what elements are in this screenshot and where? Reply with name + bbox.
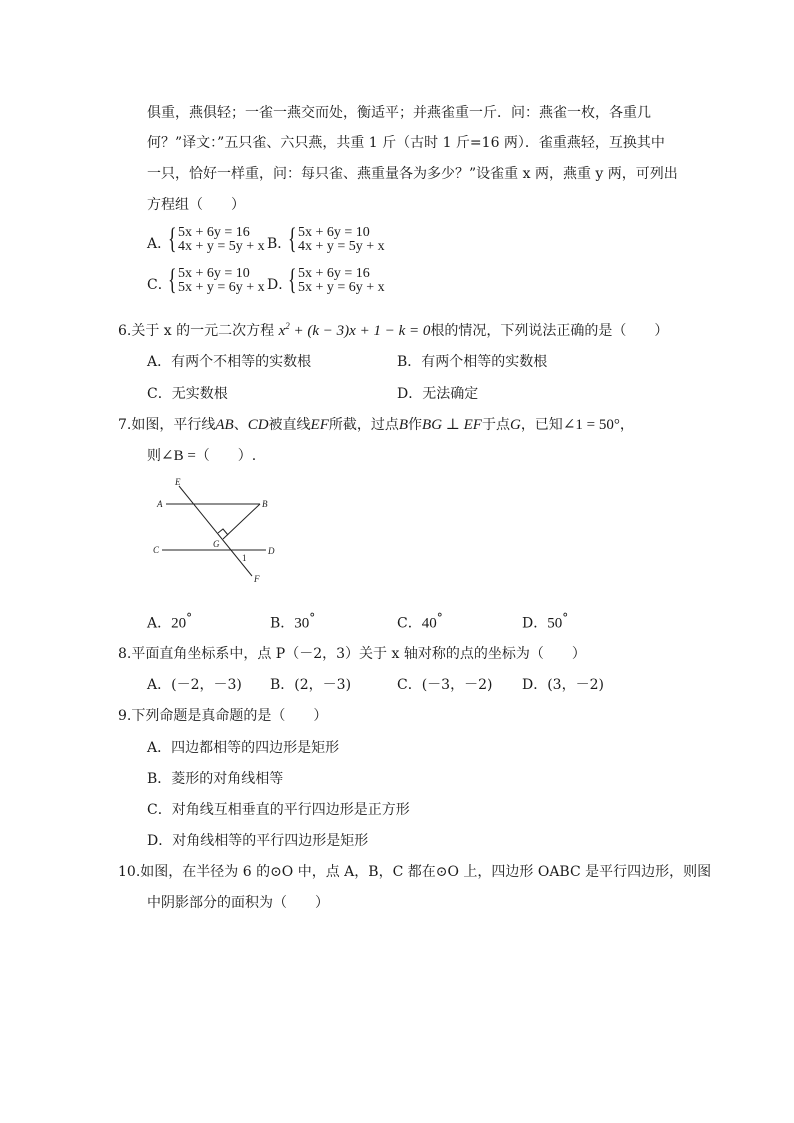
q7-option-b-label: B． [270, 615, 295, 632]
right-angle-mark [218, 529, 228, 535]
q7-math-angle-b: ∠B = [161, 448, 196, 464]
q5-option-d-label: D． [267, 277, 293, 293]
q7-text: ， [619, 417, 634, 433]
q8-text: 平面直角坐标系中，点 P（－2，3）关于 x 轴对称的点的坐标为（ ） [131, 646, 586, 662]
q7-stem-line2 [147, 446, 256, 466]
q7-number: 7. [118, 417, 132, 433]
label-e: E [175, 477, 181, 487]
q6-text-pre: 关于 x 的一元二次方程 [131, 323, 275, 339]
degree-icon: ° [186, 611, 193, 625]
brace-icon: { [168, 222, 177, 255]
label-d: D [268, 546, 275, 556]
q6-equation: $x^2 + (k - 3)x + 1 - k = 0$ [278, 321, 431, 339]
q7-option-d [522, 608, 568, 634]
q9-option-d: D．对角线相等的平行四边形是矩形 [147, 833, 369, 849]
q8-number: 8. [118, 646, 132, 662]
q10-number: 10. [118, 864, 141, 880]
q5-option-b-eq1: 5x + 6y = 10 [298, 225, 370, 240]
q7-math-ab: AB [215, 417, 234, 433]
degree-icon: ° [309, 611, 316, 625]
q10-text: 如图，在半径为 6 的⊙O 中，点 A，B，C 都在⊙O 上，四边形 OABC 是平行四边形，则图 [140, 864, 712, 880]
q6-option-d: D．无法确定 [397, 386, 479, 402]
q10-stem-line1 [118, 862, 711, 882]
q7-text: 于点 [481, 417, 510, 433]
q7-text: ，已知 [520, 417, 563, 433]
q5-option-c-eq1: 5x + 6y = 10 [178, 266, 250, 281]
q7-text: 所截，过点 [328, 417, 399, 433]
q5-option-c-label: C． [147, 277, 172, 293]
q7-option-b [270, 608, 315, 634]
q7-math-g: G [509, 417, 521, 433]
q7-math-angle1: ∠1 = 50° [562, 417, 620, 433]
degree-icon: ° [562, 611, 569, 625]
q6-option-c: C．无实数根 [147, 386, 228, 402]
q7-text: 作 [408, 417, 423, 433]
q5-option-b-label: B． [267, 236, 292, 252]
q8-stem [118, 644, 586, 664]
label-g: G [213, 539, 220, 549]
q7-option-a [147, 608, 192, 634]
q7-text: （ ）. [195, 448, 257, 464]
brace-icon: { [288, 222, 297, 255]
q9-option-b: B．菱形的对角线相等 [147, 771, 284, 787]
q9-number: 9. [118, 708, 132, 724]
q6-text-post: 根的情况，下列说法正确的是（ ） [430, 323, 669, 339]
q7-figure [148, 476, 280, 586]
q8-option-d: D．(3，－2) [522, 677, 604, 693]
q7-option-d-label: D． [522, 615, 548, 632]
q8-option-a: A．(－2，－3) [147, 677, 242, 693]
q10-stem-line2: 中阴影部分的面积为（ ） [147, 895, 329, 911]
q7-text: 被直线 [268, 417, 311, 433]
q7-text: 、 [233, 417, 248, 433]
brace-icon: { [288, 263, 297, 296]
label-c: C [153, 545, 160, 555]
q5-text-line2: 何？”译文：”五只雀、六只燕，共重 1 斤（古时 1 斤=16 两）．雀重燕轻，互换其中 [147, 135, 665, 151]
q6-stem [118, 316, 668, 341]
q5-text-line4: 方程组（ ） [147, 197, 245, 213]
q7-option-a-label: A． [147, 615, 172, 632]
q5-option-a-eq2: 4x + y = 5y + x [178, 239, 265, 254]
q5-text-line1: 俱重，燕俱轻；一雀一燕交而处，衡适平；并燕雀重一斤．问：燕雀一枚，各重几 [147, 105, 651, 121]
q5-text-line3: 一只，恰好一样重，问：每只雀、燕重量各为多少？”设雀重 x 两，燕重 y 两，可列出 [147, 166, 678, 182]
label-angle-1: 1 [242, 553, 247, 563]
q5-option-a-eq1: 5x + 6y = 16 [178, 225, 250, 240]
degree-icon: ° [436, 611, 443, 625]
label-a: A [157, 499, 163, 509]
q7-option-c-value: 40 [421, 615, 437, 632]
q7-option-d-value: 50 [547, 615, 563, 632]
q7-option-c-label: C． [397, 615, 422, 632]
q7-math-ef: EF [310, 417, 329, 433]
q5-option-c-eq2: 5x + y = 6y + x [178, 280, 265, 295]
q6-number: 6. [118, 323, 132, 339]
q8-option-b: B．(2，－3) [270, 677, 352, 693]
q6-option-b: B．有两个相等的实数根 [397, 354, 548, 370]
q5-option-d-eq1: 5x + 6y = 16 [298, 266, 370, 281]
q7-option-a-value: 20 [171, 615, 187, 632]
q7-math-b: B [398, 417, 409, 433]
q7-math-cd: CD [247, 417, 269, 433]
q7-math-perp: BG ⊥ EF [422, 417, 482, 433]
q7-option-c [397, 608, 443, 634]
q9-stem [118, 706, 327, 726]
q5-option-d-eq2: 5x + y = 6y + x [298, 280, 385, 295]
segment-bg [223, 504, 260, 539]
q9-text: 下列命题是真命题的是（ ） [131, 708, 328, 724]
brace-icon: { [168, 263, 177, 296]
q7-option-b-value: 30 [294, 615, 310, 632]
q7-text: 则 [147, 448, 161, 464]
label-b: B [262, 499, 268, 509]
q7-text: 如图，平行线 [131, 417, 216, 433]
q6-option-a: A．有两个不相等的实数根 [147, 354, 312, 370]
q9-option-a: A．四边都相等的四边形是矩形 [147, 740, 340, 756]
label-f: F [254, 574, 260, 584]
q5-option-a-label: A． [147, 236, 172, 252]
q7-stem-line1 [118, 415, 634, 435]
q5-option-b-eq2: 4x + y = 5y + x [298, 239, 385, 254]
q8-option-c: C．(－3，－2) [397, 677, 493, 693]
q9-option-c: C．对角线互相垂直的平行四边形是正方形 [147, 802, 410, 818]
